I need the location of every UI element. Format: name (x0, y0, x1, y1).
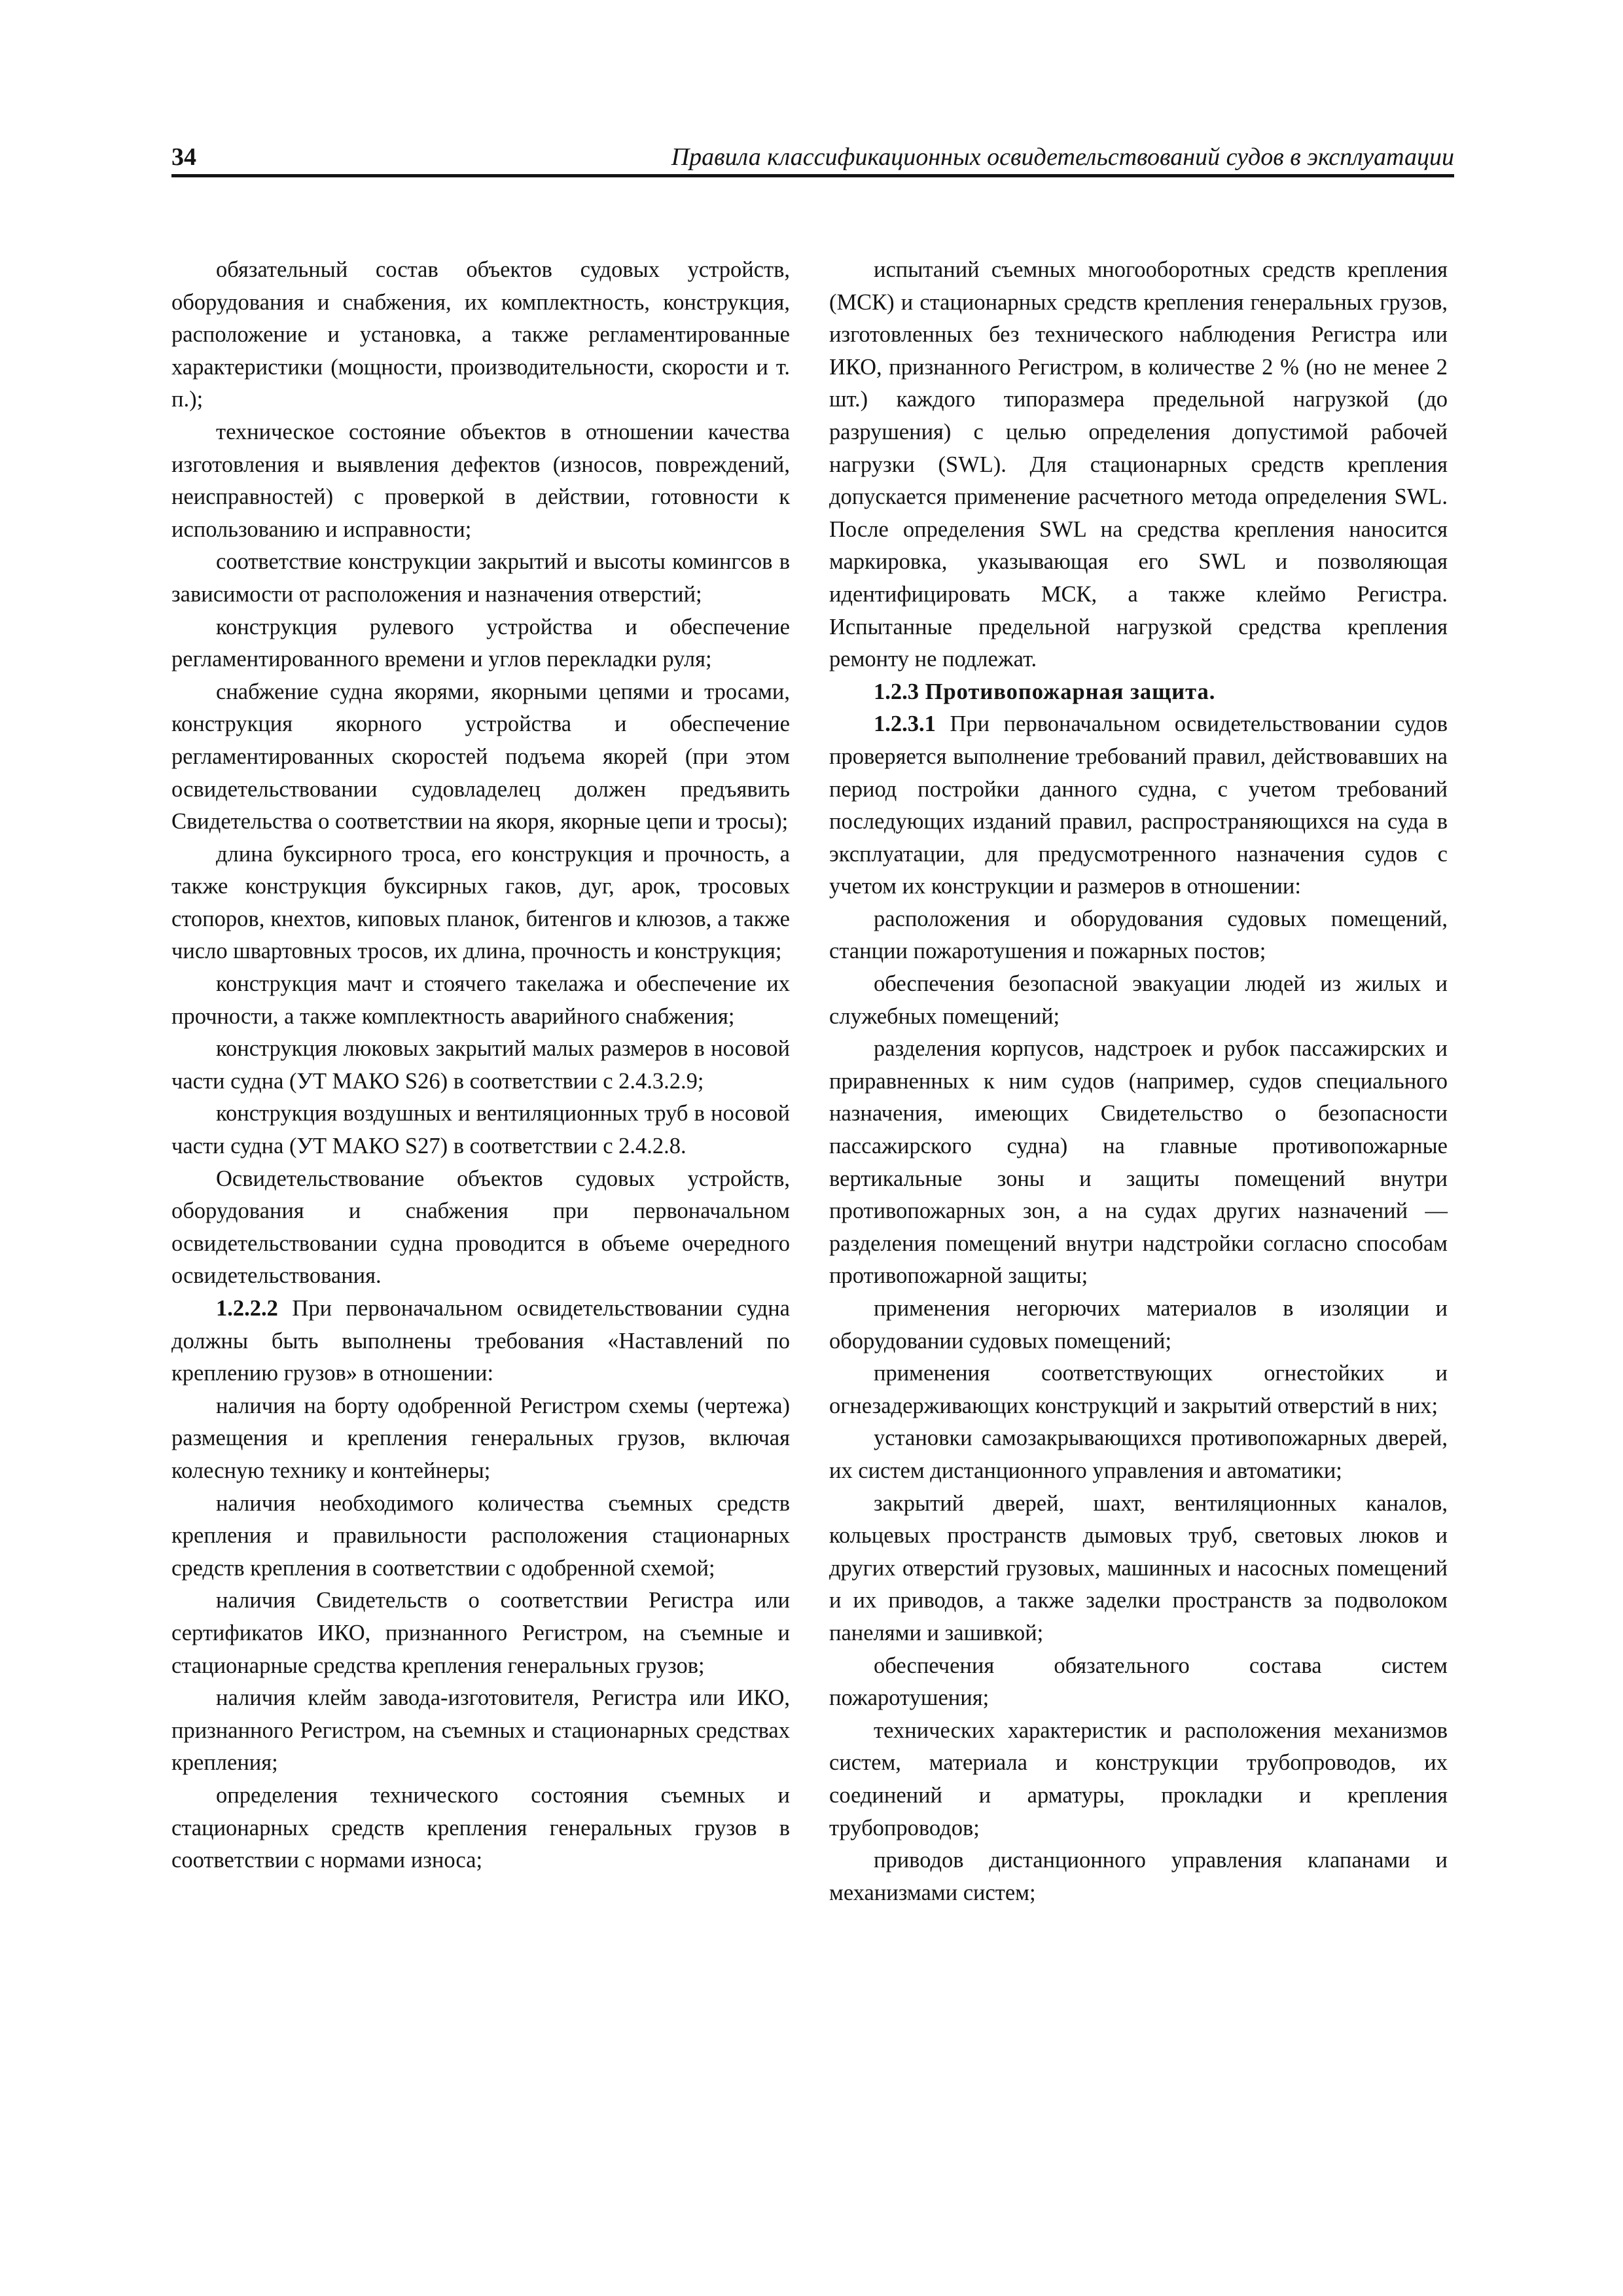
paragraph: конструкция мачт и стоячего такелажа и обеспечение их прочности, а также комплектность аварийного снабжения; (171, 971, 790, 1029)
page-header (171, 137, 1454, 177)
clause-number: 1.2.3.1 (874, 711, 936, 737)
paragraph: снабжение судна якорями, якорными цепями и тросами, конструкция якорного устройства и обеспечение регламентированных скоростей подъема якорей (при этом освидетельствовании судовладелец должен предъявить Свидетельства о соответствии на якоря, якорные цепи и тросы); (171, 679, 790, 834)
clause-text: При первоначальном освидетельствовании судов проверяется выполнение требований правил, действовавших на период постройки данного судна, с учетом требований последующих изданий правил, распространяющихся на суда в эксплуатации, для предусмотренного назначения судов с учетом их конструкции и размеров в отношении: (829, 711, 1448, 899)
header-rule (171, 174, 1454, 177)
paragraph: Освидетельствование объектов судовых устройств, оборудования и снабжения при первоначальном освидетельствовании судна проводится в объеме очередного освидетельствования. (171, 1166, 790, 1289)
paragraph: соответствие конструкции закрытий и высоты комингсов в зависимости от расположения и назначения отверстий; (171, 549, 790, 607)
clause-number: 1.2.2.2 (216, 1296, 278, 1321)
paragraph: наличия клейм завода-изготовителя, Регистра или ИКО, признанного Регистром, на съемных и стационарных средствах крепления; (171, 1685, 790, 1776)
paragraph: конструкция воздушных и вентиляционных труб в носовой части судна (УТ МАКО S27) в соответствии с 2.4.2.8. (171, 1101, 790, 1159)
paragraph: применения негорючих материалов в изоляции и оборудовании судовых помещений; (829, 1296, 1448, 1354)
section-title: Противопожарная защита. (919, 679, 1216, 704)
paragraph: обязательный состав объектов судовых устройств, оборудования и снабжения, их комплектность, конструкция, расположение и установка, а также регламентированные характеристики (мощности, производительности, скорости и т. п.); (171, 257, 790, 412)
paragraph: технических характеристик и расположения механизмов систем, материала и конструкции трубопроводов, их соединений и арматуры, прокладки и крепления трубопроводов; (829, 1717, 1448, 1840)
paragraph: наличия Свидетельств о соответствии Регистра или сертификатов ИКО, признанного Регистром, на съемные и стационарные средства крепления генеральных грузов; (171, 1588, 790, 1678)
paragraph: разделения корпусов, надстроек и рубок пассажирских и приравненных к ним судов (например, судов специального назначения, имеющих Свидетельство о безопасности пассажирского судна) на главные противопожарные вертикальные зоны и защиты помещений внутри противопожарных зон, а на судах других назначений — разделения помещений внутри надстройки согласно способам противопожарной защиты; (829, 1036, 1448, 1289)
paragraph: приводов дистанционного управления клапанами и механизмами систем; (829, 1848, 1448, 1905)
paragraph: закрытий дверей, шахт, вентиляционных каналов, кольцевых пространств дымовых труб, световых люков и других отверстий грузовых, машинных и насосных помещений и их приводов, а также заделки пространств за подволоком панелями и зашивкой; (829, 1490, 1448, 1645)
paragraph: длина буксирного троса, его конструкция и прочность, а также конструкция буксирных гаков, дуг, арок, тросовых стопоров, кнехтов, киповых планок, битенгов и клюзов, а также число швартовных тросов, их длина, прочность и конструкция; (171, 841, 790, 964)
paragraph: обеспечения безопасной эвакуации людей из жилых и служебных помещений; (829, 971, 1448, 1029)
section-number: 1.2.3 (874, 679, 919, 704)
paragraph: наличия необходимого количества съемных средств крепления и правильности расположения стационарных средств крепления в соответствии с одобренной схемой; (171, 1490, 790, 1581)
paragraph: наличия на борту одобренной Регистром схемы (чертежа) размещения и крепления генеральных грузов, включая колесную технику и контейнеры; (171, 1393, 790, 1483)
paragraph: определения технического состояния съемных и стационарных средств крепления генеральных грузов в соответствии с нормами износа; (171, 1782, 790, 1873)
numbered-paragraph (829, 708, 1448, 903)
section-heading (829, 676, 1448, 709)
paragraph: конструкция люковых закрытий малых размеров в носовой части судна (УТ МАКО S26) в соответствии с 2.4.3.2.9; (171, 1036, 790, 1094)
numbered-paragraph (171, 1293, 790, 1390)
left-column (171, 254, 790, 1877)
right-column (829, 254, 1448, 1909)
paragraph: испытаний съемных многооборотных средств крепления (МСК) и стационарных средств крепления генеральных грузов, изготовленных без технического наблюдения Регистра или ИКО, признанного Регистром, в количестве 2 % (но не менее 2 шт.) каждого типоразмера предельной нагрузкой (до разрушения) с целью определения допустимой рабочей нагрузки (SWL). Для стационарных средств крепления допускается применение расчетного метода определения SWL. После определения SWL на средства крепления наносится маркировка, указывающая его SWL и позволяющая идентифицировать МСК, а также клеймо Регистра. Испытанные предельной нагрузкой средства крепления ремонту не подлежат. (829, 257, 1448, 672)
paragraph: применения соответствующих огнестойких и огнезадерживающих конструкций и закрытий отверстий в них; (829, 1361, 1448, 1418)
paragraph: расположения и оборудования судовых помещений, станции пожаротушения и пожарных постов; (829, 906, 1448, 964)
paragraph: обеспечения обязательного состава систем пожаротушения; (829, 1653, 1448, 1711)
paragraph: установки самозакрывающихся противопожарных дверей, их систем дистанционного управления и автоматики; (829, 1426, 1448, 1483)
running-title: Правила классификационных освидетельствований судов в эксплуатации (671, 143, 1454, 171)
clause-text: При первоначальном освидетельствовании судна должны быть выполнены требования «Наставлений по креплению грузов» в отношении: (171, 1296, 790, 1386)
paragraph: техническое состояние объектов в отношении качества изготовления и выявления дефектов (износов, повреждений, неисправностей) с проверкой в действии, готовности к использованию и исправности; (171, 419, 790, 542)
page-number: 34 (171, 143, 196, 171)
paragraph: конструкция рулевого устройства и обеспечение регламентированного времени и углов перекладки руля; (171, 614, 790, 672)
